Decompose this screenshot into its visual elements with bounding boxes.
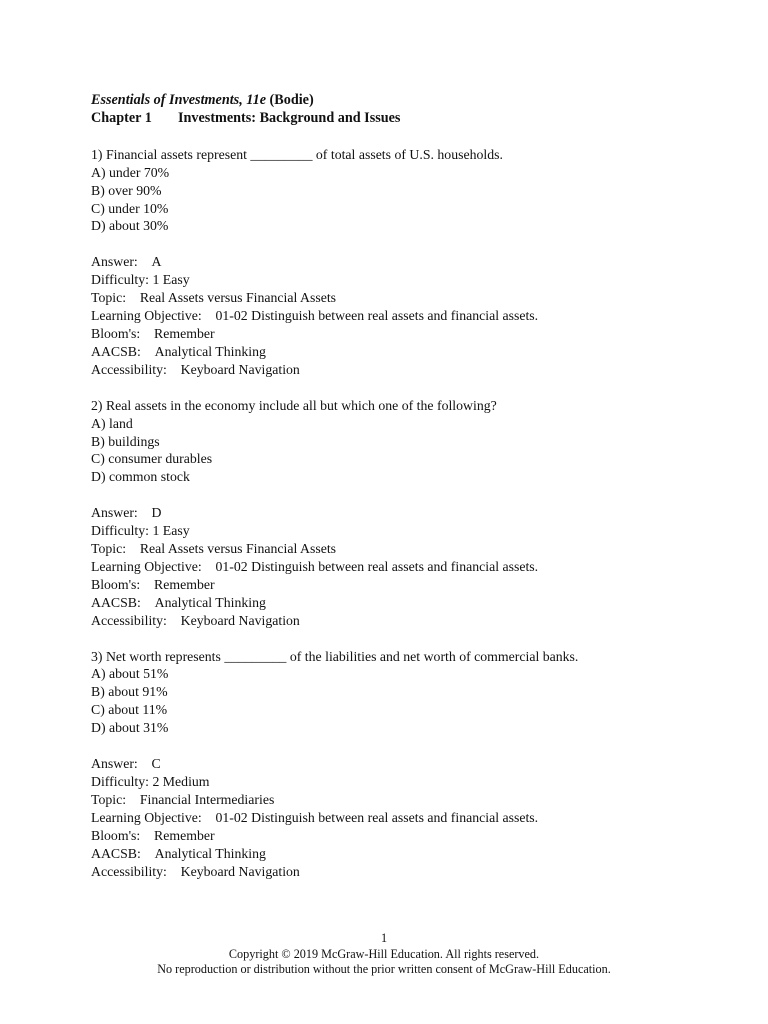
answer-option: C) under 10%	[91, 200, 169, 216]
answer-option: C) about 11%	[91, 702, 168, 718]
answer-option: B) about 91%	[91, 684, 168, 700]
aacsb-tag: AACSB: Analytical Thinking	[91, 343, 266, 359]
answer-option: D) common stock	[91, 469, 190, 485]
spacer	[91, 486, 731, 504]
answer-option: C) consumer durables	[91, 451, 213, 467]
spacer	[91, 235, 731, 253]
answer-option: A) about 51%	[91, 666, 169, 682]
answer-option: B) buildings	[91, 433, 160, 449]
answer-option: D) about 31%	[91, 720, 169, 736]
answer-key: Answer: D	[91, 505, 162, 521]
answer-option: D) about 30%	[91, 218, 169, 234]
accessibility-tag: Accessibility: Keyboard Navigation	[91, 361, 300, 377]
question-block	[91, 397, 731, 630]
aacsb-tag: AACSB: Analytical Thinking	[91, 594, 266, 610]
accessibility-tag: Accessibility: Keyboard Navigation	[91, 612, 300, 628]
learning-objective: Learning Objective: 01-02 Distinguish between real assets and financial assets.	[91, 809, 539, 825]
topic: Topic: Financial Intermediaries	[91, 791, 275, 807]
accessibility-tag: Accessibility: Keyboard Navigation	[91, 863, 300, 879]
spacer	[91, 737, 731, 755]
question-stem: 2) Real assets in the economy include all but which one of the following?	[91, 397, 497, 413]
reproduction-notice: No reproduction or distribution without the prior written consent of McGraw-Hill Education.	[157, 962, 611, 976]
document-page	[91, 92, 731, 880]
question-block	[91, 146, 731, 379]
book-author: (Bodie)	[269, 92, 314, 108]
topic: Topic: Real Assets versus Financial Assets	[91, 541, 337, 557]
chapter-number: Chapter 1	[91, 109, 152, 126]
answer-option: A) under 70%	[91, 164, 170, 180]
blooms-level: Bloom's: Remember	[91, 325, 215, 341]
chapter-heading	[91, 110, 731, 128]
spacer	[91, 379, 731, 397]
spacer	[91, 630, 731, 648]
difficulty: Difficulty: 2 Medium	[91, 774, 210, 789]
page-footer	[0, 931, 768, 978]
difficulty: Difficulty: 1 Easy	[91, 272, 190, 288]
learning-objective: Learning Objective: 01-02 Distinguish between real assets and financial assets.	[91, 558, 539, 574]
blooms-level: Bloom's: Remember	[91, 827, 215, 843]
question-block	[91, 648, 731, 881]
answer-option: A) land	[91, 415, 133, 431]
page-number: 1	[380, 931, 388, 945]
answer-option: B) over 90%	[91, 182, 162, 198]
difficulty: Difficulty: 1 Easy	[91, 523, 190, 539]
aacsb-tag: AACSB: Analytical Thinking	[91, 845, 266, 861]
spacer	[91, 128, 731, 146]
answer-key: Answer: C	[91, 756, 161, 772]
book-title: Essentials of Investments, 11e	[91, 92, 266, 108]
answer-key: Answer: A	[91, 254, 162, 270]
question-stem: 3) Net worth represents _________ of the liabilities and net worth of commercial banks.	[91, 648, 579, 664]
blooms-level: Bloom's: Remember	[91, 576, 215, 592]
topic: Topic: Real Assets versus Financial Assets	[91, 290, 337, 306]
question-stem: 1) Financial assets represent _________ of total assets of U.S. households.	[91, 146, 503, 162]
book-title-line	[91, 92, 731, 110]
chapter-title: Investments: Background and Issues	[178, 109, 401, 126]
learning-objective: Learning Objective: 01-02 Distinguish between real assets and financial assets.	[91, 308, 539, 324]
copyright-notice: Copyright © 2019 McGraw-Hill Education. All rights reserved.	[228, 946, 540, 961]
